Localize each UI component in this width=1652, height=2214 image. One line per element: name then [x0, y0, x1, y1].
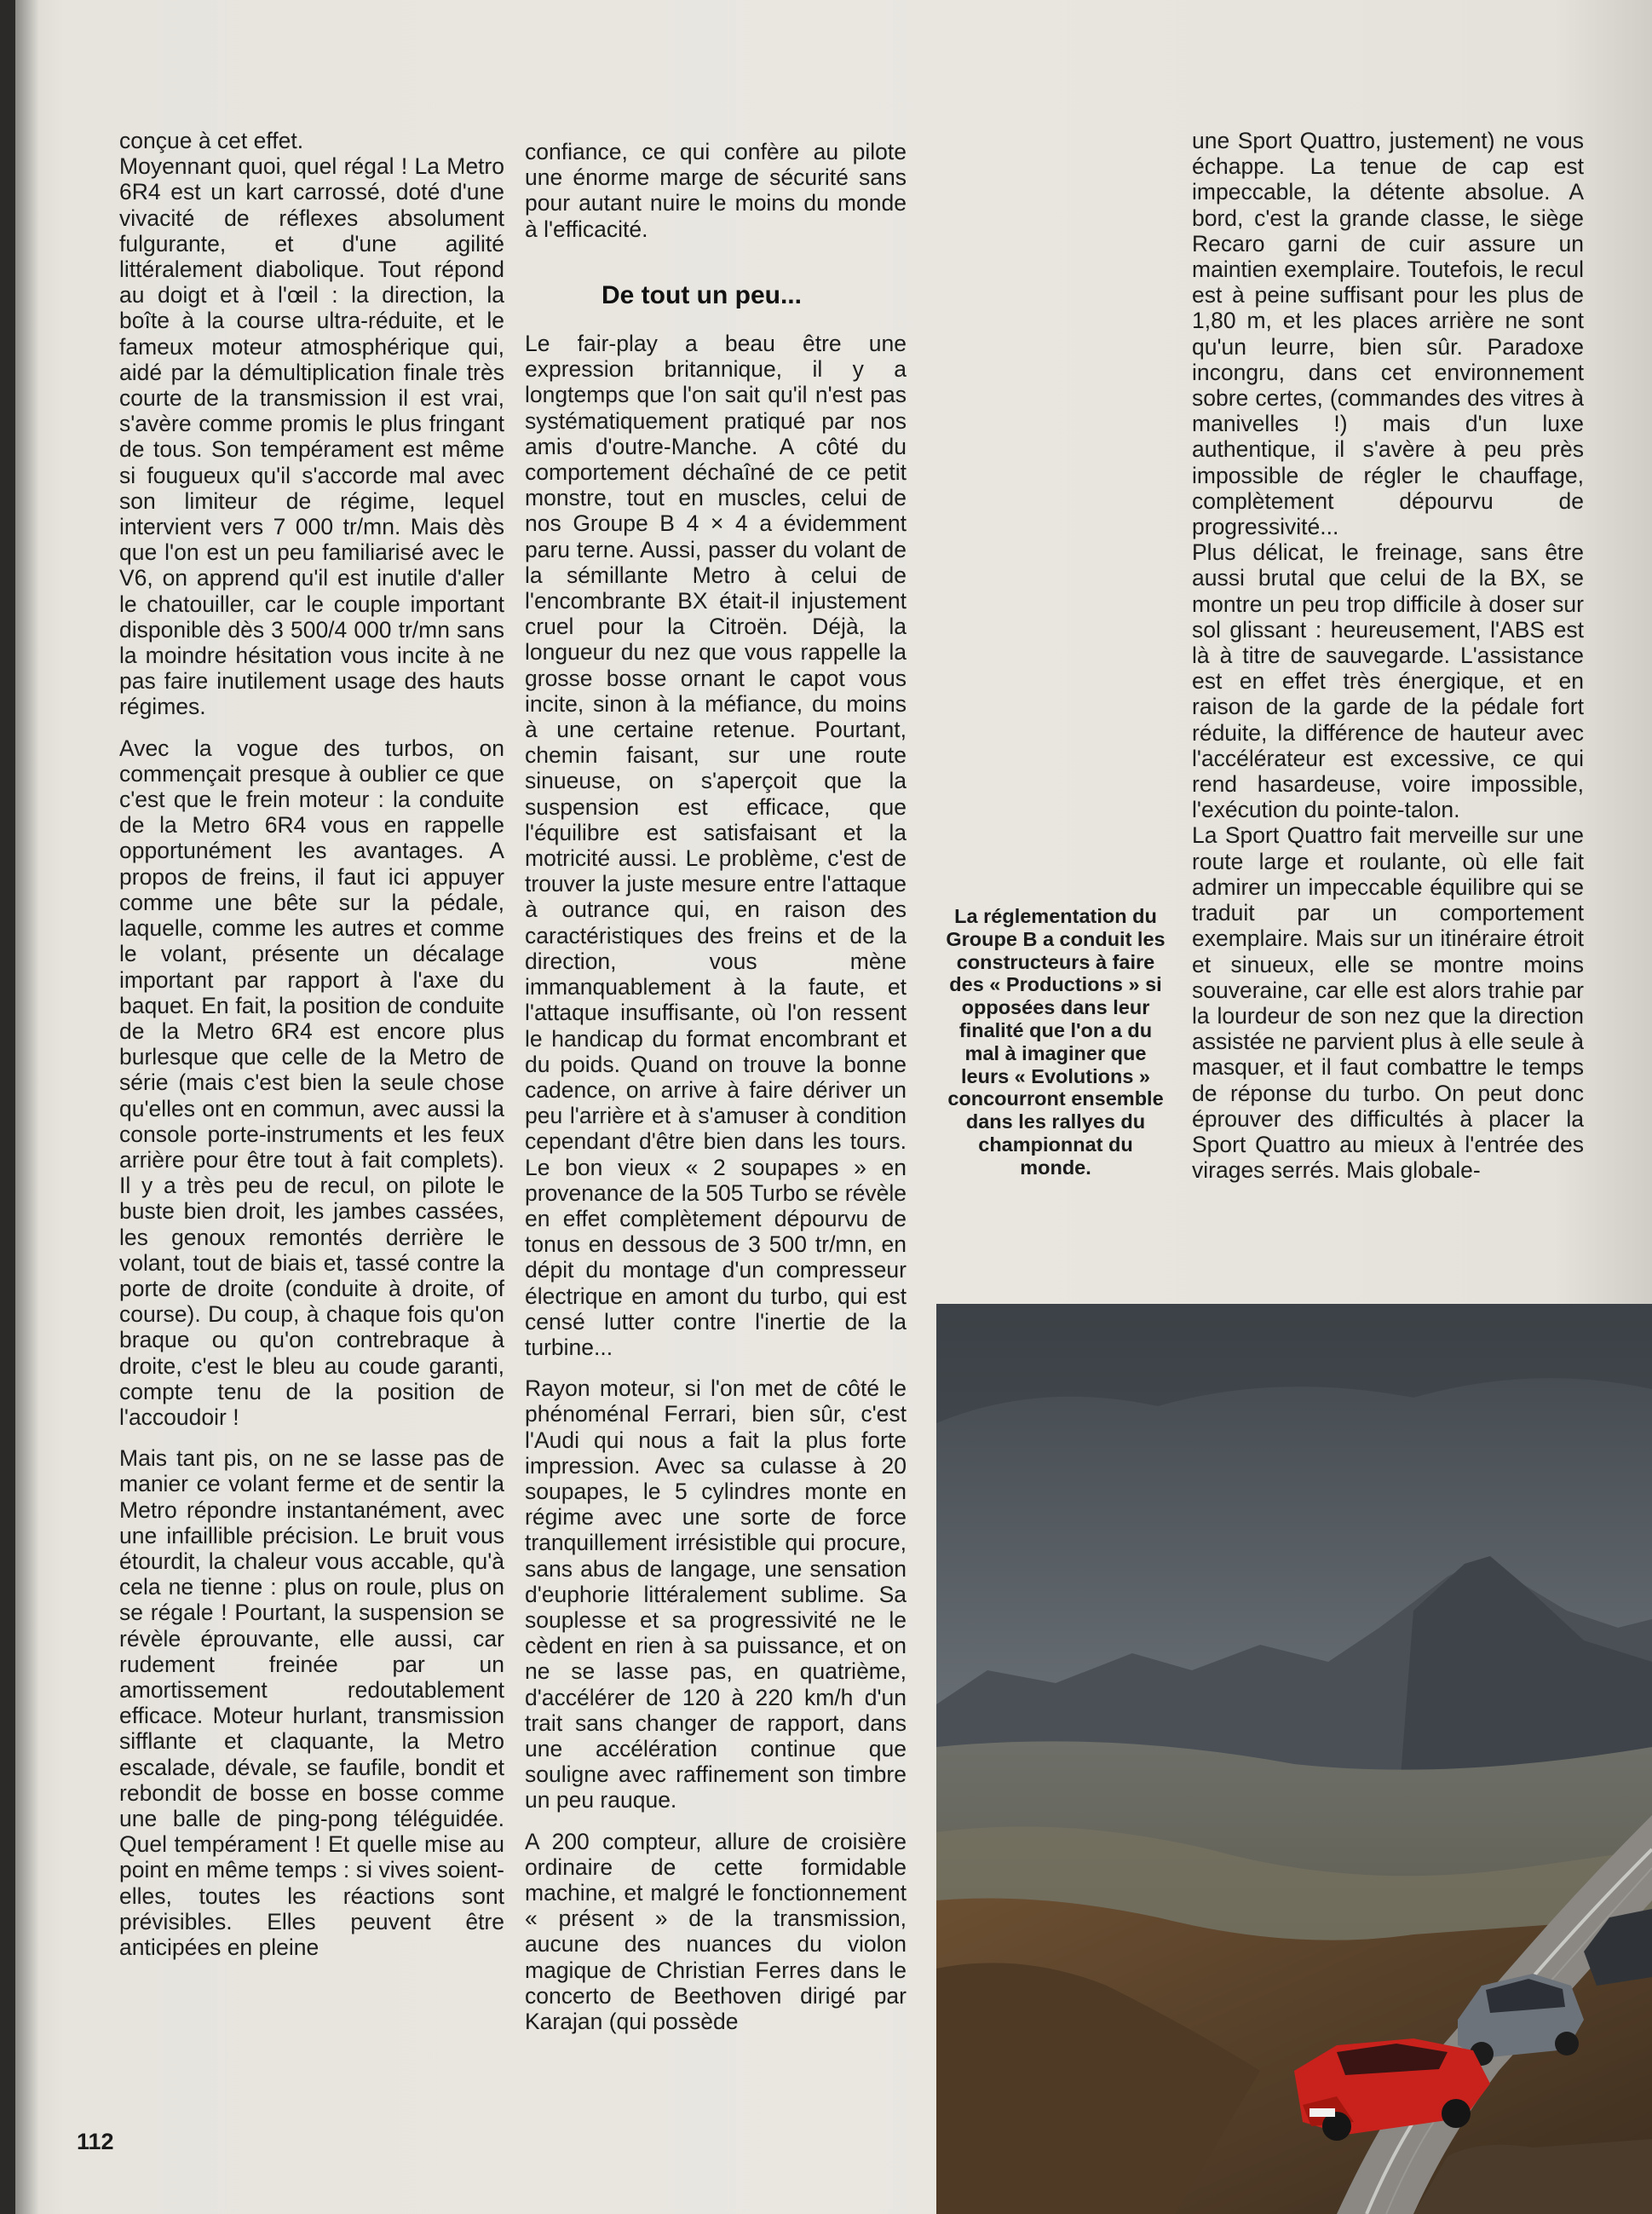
photo-caption: La réglementation du Groupe B a conduit les constructeurs à faire des « Productions » si opposées dans leur finalité que l'on a du mal à imaginer que leurs « Evolutions » concourront ensemble dans les rallyes du championnat du monde. [946, 905, 1166, 1179]
paragraph: A 200 compteur, allure de croisière ordinaire de cette formidable machine, et malgré le fonctionnement « présent » de la transmission, aucune des nuances du violon magique de Christian Ferres dans le concerto de Beethoven dirigé par Karajan (qui possède [525, 1828, 907, 2035]
paragraph: Rayon moteur, si l'on met de côté le phénoménal Ferrari, bien sûr, c'est l'Audi qui nous a fait la plus forte impression. Avec sa culasse à 20 soupapes, le 5 cylindres monte en régime avec une sorte de force tranquillement irrésistible qui procure, sans abus de langage, une sensation d'euphorie littéralement sublime. Sa souplesse et sa progressivité ne le cèdent en rien à sa puissance, et on ne se lasse pas, en quatrième, d'accélérer de 120 à 220 km/h d'un trait sans changer de rapport, dans une accélération continue que souligne avec raffinement son timbre un peu rauque. [525, 1375, 907, 1813]
text-column-2 [525, 139, 907, 2050]
binding-shadow [15, 0, 39, 2214]
paragraph: Plus délicat, le freinage, sans être aussi brutal que celui de la BX, se montre un peu trop difficile à doser sur sol glissant : heureusement, l'ABS est là à titre de sauvegarde. L'assistance est en effet très énergique, et en raison de la garde de la pédale fort réduite, la différence de hauteur avec l'accélérateur est excessive, ce qui rend hasardeuse, voire impossible, l'exécution du pointe-talon. [1192, 539, 1584, 823]
paragraph: La Sport Quattro fait merveille sur une route large et roulante, où elle fait admirer un impeccable équilibre qui se traduit par un comportement exemplaire. Mais sur un itinéraire étroit et sinueux, elle se montre moins souveraine, car elle est alors trahie par la lourdeur de son nez que la direction assistée ne parvient plus à elle seule à masquer, et il faut combattre le temps de réponse du turbo. On peut donc éprouver des difficultés à placer la Sport Quattro au mieux à l'entrée des virages serrés. Mais globale- [1192, 822, 1584, 1184]
red-car [1294, 2038, 1490, 2141]
paragraph: Avec la vogue des turbos, on commençait presque à oublier ce que c'est que le frein moteur : la conduite de la Metro 6R4 vous en rappelle opportunément les avantages. A propos de freins, il faut ici appuyer comme une bête sur la pédale, laquelle, comme les autres et comme le volant, présente un décalage important par rapport à l'axe du baquet. En fait, la position de conduite de la Metro 6R4 est encore plus burlesque que celle de la Metro de série (mais c'est bien la seule chose qu'elles ont en commun, avec aussi la console porte-instruments et les feux arrière pour être tout à fait complets). Il y a très peu de recul, on pilote le buste bien droit, les jambes cassées, les genoux remontés derrière le volant, tout de biais et, tassé contre la porte de droite (conduite à droite, of course). Du coup, à chaque fois qu'on braque ou qu'on contrebraque à droite, c'est le bleu au coude garanti, compte tenu de la position de l'accoudoir ! [119, 735, 504, 1430]
section-subheading: De tout un peu... [602, 280, 802, 309]
photo-illustration [936, 1304, 1652, 2214]
paragraph: Moyennant quoi, quel régal ! La Metro 6R4 est un kart carrossé, doté d'une vivacité de réflexes absolument fulgurante, et d'une agilité littéralement diabolique. Tout répond au doigt et à l'œil : la direction, la boîte à la course ultra-réduite, et le fameux moteur atmosphérique qui, aidé par la démultiplication finale très courte de la transmission il est vrai, s'avère comme promis le plus fringant de tous. Son tempérament est même si fougueux qu'il s'accorde mal avec son limiteur de régime, lequel intervient vers 7 000 tr/mn. Mais dès que l'on est un peu familiarisé avec le V6, on apprend qu'il est inutile d'aller le chatouiller, car le couple important disponible dès 3 500/4 000 tr/mn sans la moindre hésitation vous incite à ne pas faire inutilement usage des hauts régimes. [119, 153, 504, 720]
mountain-road-photo [936, 1304, 1652, 2214]
page-number: 112 [77, 2129, 114, 2154]
paragraph: confiance, ce qui confère au pilote une énorme marge de sécurité sans pour autant nuire le moins du monde à l'efficacité. [525, 139, 907, 242]
text-column-1 [119, 128, 504, 1975]
paragraph: Mais tant pis, on ne se lasse pas de manier ce volant ferme et de sentir la Metro répondre instantanément, avec une infaillible précision. Le bruit vous étourdit, la chaleur vous accable, qu'à cela ne tienne : plus on roule, plus on se régale ! Pourtant, la suspension se révèle éprouvante, elle aussi, car rudement freinée par un amortissement redoutablement efficace. Moteur hurlant, transmission sifflante et claquante, la Metro escalade, dévale, se faufile, bondit et rebondit de bosse en bosse comme une balle de ping-pong téléguidée. Quel tempérament ! Et quelle mise au point en même temps : si vives soient-elles, toutes les réactions sont prévisibles. Elles peuvent être anticipées en pleine [119, 1445, 504, 1961]
paragraph: une Sport Quattro, justement) ne vous échappe. La tenue de cap est impeccable, la détente absolue. A bord, c'est la grande classe, le siège Recaro garni de cuir assure un maintien exemplaire. Toutefois, le recul est à peine suffisant pour les plus de 1,80 m, et les places arrière ne sont qu'un leurre, bien sûr. Paradoxe incongru, dans cet environnement sobre certes, (commandes des vitres à manivelles !) mais d'un luxe authentique, il s'avère à peu près impossible de régler le chauffage, complètement dépourvu de progressivité... [1192, 128, 1584, 540]
paragraph: conçue à cet effet. [119, 128, 304, 153]
paragraph: Le fair-play a beau être une expression britannique, il y a longtemps que l'on sait qu'il n'est pas systématiquement pratiqué par nos amis d'outre-Manche. A côté du comportement déchaîné de ce petit monstre, tout en muscles, celui de nos Groupe B 4 × 4 a évidemment paru terne. Aussi, passer du volant de la sémillante Metro à celui de l'encombrante BX était-il injustement cruel pour la Citroën. Déjà, la longueur du nez que vous rappelle la grosse bosse ornant le capot vous incite, sinon à la méfiance, du moins à une certaine retenue. Pourtant, chemin faisant, sur une route sinueuse, on s'aperçoit que la suspension est efficace, que l'équilibre est satisfaisant et la motricité aussi. Le problème, c'est de trouver la juste mesure entre l'attaque à outrance qui, en raison des caractéristiques des freins et de la direction, vous mène immanquablement à la faute, et l'attaque insuffisante, où l'on ressent le handicap du format encombrant et du poids. Quand on trouve la bonne cadence, on arrive à faire dériver un peu l'arrière et à s'amuser à condition cependant d'être bien dans les tours. Le bon vieux « 2 soupapes » en provenance de la 505 Turbo se révèle en effet complètement dépourvu de tonus en dessous de 3 500 tr/mn, en dépit du montage d'un compresseur électrique en amont du turbo, qui est censé lutter contre l'inertie de la turbine... [525, 331, 907, 1360]
magazine-page [15, 0, 1652, 2214]
text-column-3 [1192, 128, 1584, 1198]
